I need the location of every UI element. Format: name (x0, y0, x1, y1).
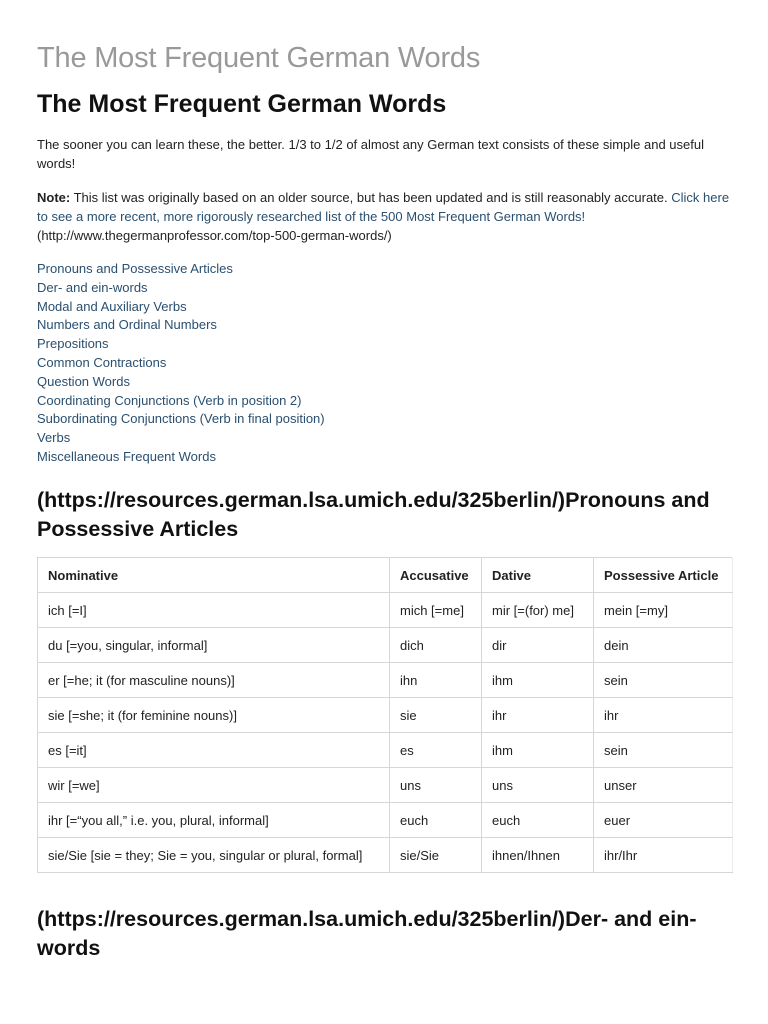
section-heading-pronouns: (https://resources.german.lsa.umich.edu/325berlin/)Pronouns and Possessive Articles (37, 488, 710, 541)
table-row (38, 803, 733, 838)
cell-possessive: ihr/Ihr (594, 838, 733, 873)
header-possessive-article: Possessive Article (594, 558, 733, 593)
cell-possessive: sein (594, 663, 733, 698)
cell-nominative: ich [=I] (38, 593, 390, 628)
cell-nominative: er [=he; it (for masculine nouns)] (38, 663, 390, 698)
toc-link-pronouns[interactable]: Pronouns and Possessive Articles (37, 261, 233, 276)
table-row (38, 628, 733, 663)
table-header-row (38, 558, 733, 593)
table-row (38, 838, 733, 873)
toc-link-subordinating-conjunctions[interactable]: Subordinating Conjunctions (Verb in final position) (37, 411, 325, 427)
cell-dative: dir (482, 628, 594, 663)
note-label: Note: (37, 190, 71, 205)
cell-accusative: mich [=me] (390, 593, 482, 628)
site-title: The Most Frequent German Words (37, 42, 481, 74)
toc-link-prepositions[interactable]: Prepositions (37, 336, 109, 352)
cell-possessive: ihr (594, 698, 733, 733)
table-row (38, 733, 733, 768)
top-500-link[interactable]: Click here to see a more recent, more rigorously researched list of the 500 Most Frequent German Words! (37, 190, 730, 224)
cell-possessive: unser (594, 768, 733, 803)
table-row (38, 698, 733, 733)
toc-link-der-ein-words[interactable]: Der- and ein-words (37, 279, 148, 295)
cell-accusative: ihn (390, 663, 482, 698)
section-heading-der-ein-words: (https://resources.german.lsa.umich.edu/325berlin/)Der- and ein-words (37, 907, 697, 960)
cell-possessive: euer (594, 803, 733, 838)
toc-link-question-words[interactable]: Question Words (37, 373, 130, 389)
note-paragraph (37, 188, 733, 245)
cell-possessive: mein [=my] (594, 593, 733, 628)
table-of-contents (37, 260, 325, 467)
cell-possessive: dein (594, 628, 733, 663)
cell-nominative: wir [=we] (38, 768, 390, 803)
cell-possessive: sein (594, 733, 733, 768)
cell-nominative: sie [=she; it (for feminine nouns)] (38, 698, 390, 733)
header-nominative: Nominative (38, 558, 390, 593)
table-row (38, 768, 733, 803)
note-text: This list was originally based on an older source, but has been updated and is still reasonably accurate. (73, 190, 668, 205)
cell-dative: mir [=(for) me] (482, 593, 594, 628)
cell-dative: ihm (482, 733, 594, 768)
pronoun-table (37, 557, 733, 873)
cell-accusative: sie/Sie (390, 838, 482, 873)
toc-link-modal-verbs[interactable]: Modal and Auxiliary Verbs (37, 298, 187, 314)
cell-dative: ihm (482, 663, 594, 698)
table-row (38, 593, 733, 628)
cell-accusative: uns (390, 768, 482, 803)
cell-dative: ihr (482, 698, 594, 733)
cell-nominative: du [=you, singular, informal] (38, 628, 390, 663)
cell-accusative: sie (390, 698, 482, 733)
cell-nominative: es [=it] (38, 733, 390, 768)
table-row (38, 663, 733, 698)
page-title: The Most Frequent German Words (37, 90, 447, 118)
header-accusative: Accusative (390, 558, 482, 593)
cell-dative: ihnen/Ihnen (482, 838, 594, 873)
cell-dative: euch (482, 803, 594, 838)
cell-accusative: euch (390, 803, 482, 838)
cell-accusative: dich (390, 628, 482, 663)
toc-link-contractions[interactable]: Common Contractions (37, 354, 167, 370)
toc-link-misc-words[interactable]: Miscellaneous Frequent Words (37, 448, 216, 464)
header-dative: Dative (482, 558, 594, 593)
cell-dative: uns (482, 768, 594, 803)
toc-link-coordinating-conjunctions[interactable]: Coordinating Conjunctions (Verb in position 2) (37, 392, 302, 408)
intro-paragraph: The sooner you can learn these, the better. 1/3 to 1/2 of almost any German text consists of these simple and useful words! (37, 137, 704, 171)
toc-link-verbs[interactable]: Verbs (37, 430, 71, 446)
cell-nominative: ihr [=“you all,” i.e. you, plural, informal] (38, 803, 390, 838)
cell-nominative: sie/Sie [sie = they; Sie = you, singular or plural, formal] (38, 838, 390, 873)
toc-link-numbers[interactable]: Numbers and Ordinal Numbers (37, 317, 217, 333)
cell-accusative: es (390, 733, 482, 768)
top-500-url: (http://www.thegermanprofessor.com/top-500-german-words/) (37, 228, 392, 243)
